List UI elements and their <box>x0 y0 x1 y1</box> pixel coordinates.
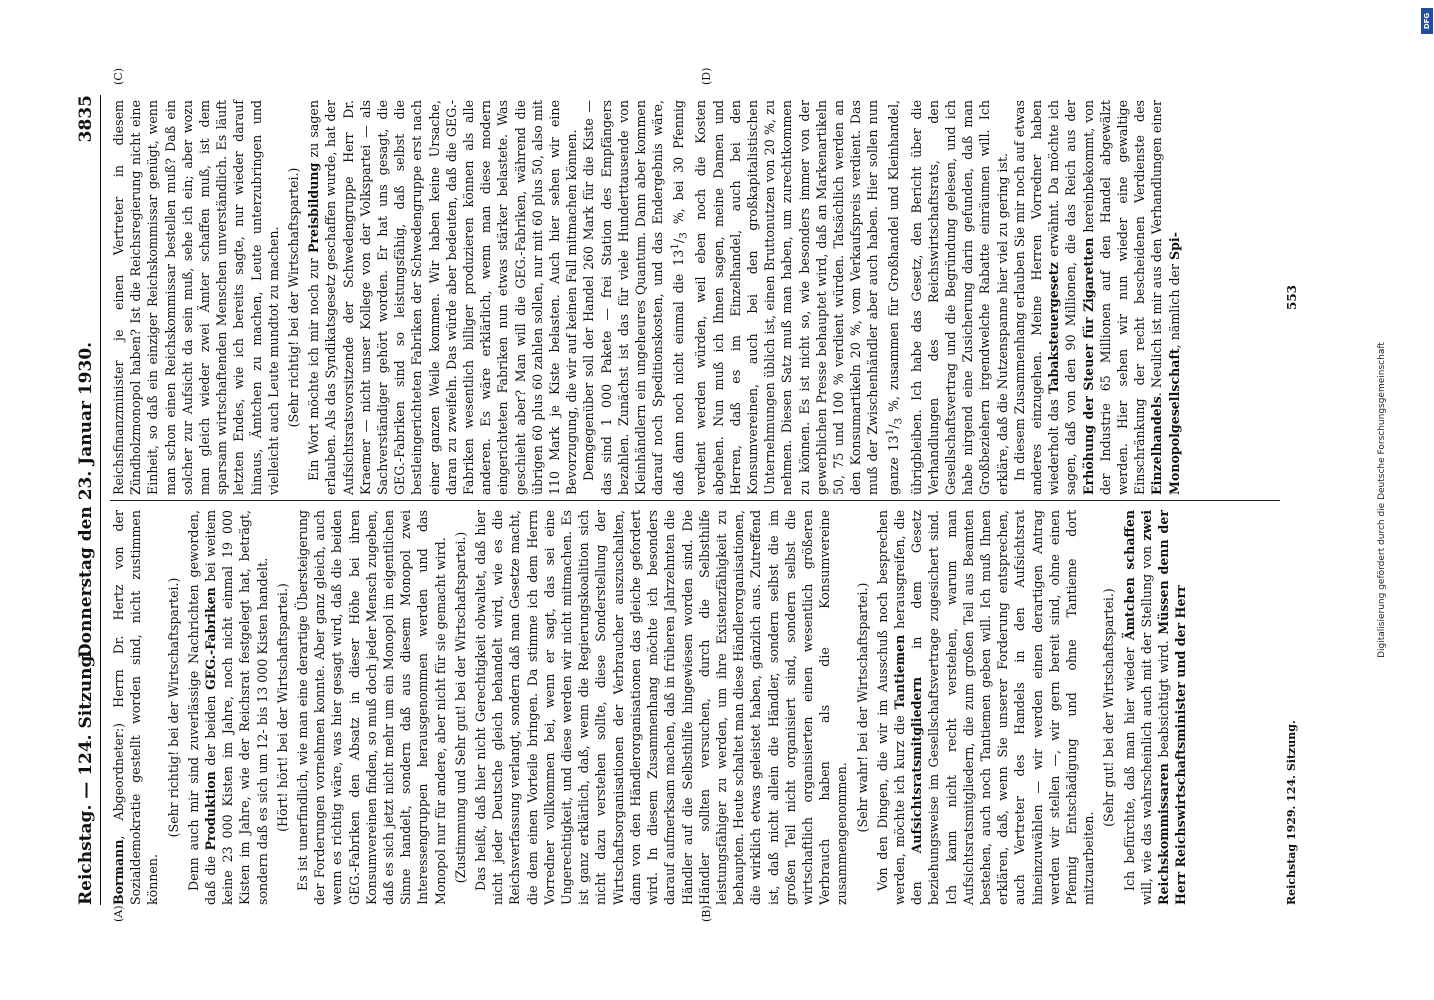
interjection: (Sehr wahr! bei der Wirtschaftspartei.) <box>854 582 870 833</box>
paragraph: Es ist unerfindlich, wie man eine derartige Übersteigerung der Forderungen vornehmen konnte. Aber ganz gleich, auch wenn es richtig wäre, was hier gesagt wird, daß die beiden GEG.-Fabriken den Absatz in dieser Höhe bei ihren Konsumvereinen finden, so muß doch jeder Mensch zugeben, daß es sich jetzt nicht mehr um ein Monopol im eigentlichen Sinne handelt, sondern daß aus diesem Monopol zwei Interessengruppen herausgenommen werden und das Monopol nur für andere, aber nicht für sie gemacht wird. <box>295 510 448 905</box>
digitization-credit <box>1372 15 1392 985</box>
interjection: (Sehr richtig! bei der Wirtschaftspartei.) <box>286 167 302 428</box>
dfg-logo-text: DFG <box>1423 12 1431 30</box>
paragraph: Das heißt, daß hier nicht Gerechtigkeit obwaltet, daß hier nicht jeder Deutsche gleich behandelt wird, wie es die Reichsverfassung verlangt, sondern daß man Gesetze macht, die dem einen Vorteile bringen. Da stimme ich dem Herrn Vorredner vollkommen bei, wenn er sagt, das sei eine Ungerechtigkeit, und diese werden wir nicht mitmachen. Es ist ganz erklärlich, daß, wenn die Regierungskoalition sich nicht dazu verstehen sollte, diese Sonderstellung der Wirtschaftsorganisationen der Verbraucher auszuschalten, dann von den Händlerorganisationen das gleiche gefordert wird. In diesem Zusammenhang möchte ich besonders darauf aufmerksam machen, daß in früheren Jahrzehnten die Händler auf die Selbsthilfe hingewiesen worden sind. Die Händler sollten versuchen, durch die Selbsthilfe leistungsfähiger zu werden, um ihre Existenzfähigkeit zu behaupten. Heute schaltet man diese Händlerorganisationen, die wirklich etwas geleistet haben, gänzlich aus. Zutreffend ist, daß nicht allein die Händler, sondern selbst die im großen Teil nicht organisiert sind, sondern selbst die wirtschaftlich organisierten einen wesentlich größeren Verbrauch haben als die Konsumvereine zusammengenommen. <box>473 510 850 905</box>
interjection: (Sehr gut! bei der Wirtschaftspartei.) <box>1101 588 1117 827</box>
dfg-logo <box>1421 8 1433 34</box>
column-divider <box>110 500 1280 501</box>
footer-reference: Reichstag 1929. 124. Sitzung. <box>1285 720 1298 905</box>
margin-marker-c: (C) <box>112 68 125 85</box>
interjection: (Zustimmung und Sehr gut! bei der Wirtschaftspartei.) <box>452 531 468 884</box>
footer-page-code: 553 <box>1285 284 1299 311</box>
left-text-column <box>110 510 1189 905</box>
margin-marker-a: (A) <box>112 905 125 922</box>
paragraph: Von den Dingen, die wir im Ausschuß noch besprechen werden, möchte ich kurz die Tantiemen herausgreifen, die den Aufsichtsratsmitgliedern in dem Gesetz beziehungsweise im Gesellschaftsvertrage zugesichert sind. Ich kann nicht recht verstehen, warum man Aufsichtsratsmitgliedern, die zum großen Teil aus Beamten bestehen, auch noch Tantiemen geben will. Ich muß Ihnen erklären, daß, wenn Sie unserer Forderung entsprechen, auch Vertreter des Handels in den Aufsichtsrat hineinzuwählen — wir werden einen derartigen Antrag werden wir stellen —, wir gern bereit sind, ohne einen Pfennig Entschädigung und ohne Tantieme dort mitzuarbeiten. <box>874 510 1097 905</box>
digitization-credit-text: Digitalisierung gefördert durch die Deutsche Forschungsgemeinschaft <box>1377 342 1387 658</box>
header-session: Reichstag. — 124. Sitzung. <box>76 649 96 905</box>
interjection: (Sehr richtig! bei der Wirtschaftspartei.) <box>165 577 181 838</box>
margin-marker-b: (B) <box>700 905 713 922</box>
paragraph: Ich befürchte, daß man hier wieder Ämtchen schaffen will, wie das wahrscheinlich auch mit der Stellung von zwei Reichskommissaren beabsichtigt wird. Müssen denn der Herr Reichswirtschaftsminister und der Herr <box>1121 510 1189 905</box>
paragraph: Bormann, Abgeordneter:) Herrn Dr. Hertz von der Sozialdemokratie gestellt worden sind, nicht zustimmen können. <box>111 510 161 905</box>
right-text-column <box>110 100 1183 495</box>
header-date: Donnerstag den 23. Januar 1930. <box>76 341 96 659</box>
header-page-number: 3835 <box>76 95 96 143</box>
interjection: (Hört! hört! bei der Wirtschaftspartei.) <box>274 583 290 832</box>
paragraph: Ein Wort möchte ich mir noch zur Preisbildung zu sagen erlauben. Als das Syndikatsgesetz geschaffen wurde, hat der Aufsichtsratsvorsitzende der Schwedengruppe Herr Dr. Kraemer — nicht unser Kollege von der Volkspartei — als Sachverständiger gehört worden. Er hat uns gesagt, die GEG.-Fabriken sind so leistungsfähig, daß selbst die bestleingerichteten Fabriken der Schwedengruppe erst nach einer ganzen Weile kommen. Wir haben keine Ursache, daran zu zweifeln. Das würde aber bedeuten, daß die GEG.-Fabriken wesentlich billiger produzieren können als alle anderen. Es wäre erklärlich, wenn man diese modern eingerichteten Fabriken nun etwas stärker belastete. Was geschieht aber? Man will die GEG.-Fabriken, während die übrigen 60 plus 60 zahlen sollen, nur mit 60 plus 50, also mit 110 Mark je Kiste belasten. Auch hier sehen wir eine Bevorzugung, die wir auf keinen Fall mitmachen können. <box>306 100 580 495</box>
page-header <box>70 95 101 905</box>
paragraph: In diesem Zusammenhang erlauben Sie mir noch auf etwas anderes einzugehen. Meine Herren Vorredner haben wiederholt das Tabaksteuergesetz erwähnt. Da möchte ich sagen, daß von den 90 Millionen, die das Reich aus der Erhöhung der Steuer für Zigaretten hereinbekommt, von der Industrie 65 Millionen auf den Handel abgewälzt werden. Hier sehen wir nun wieder eine gewaltige Einschränkung der recht bescheidenen Verdienste des Einzelhandels. Neulich ist mir aus den Verhandlungen einer Monopolgesellschaft, nämlich der Spi- <box>1011 99 1182 495</box>
paragraph: Reichsfinanzminister je einen Vertreter in diesem Zündholzmonopol haben? Ist die Reichsregierung nicht eine Einheit, so daß ein einziger Reichskommissar genügt, wenn man schon einen Reichskommissar bestellen muß? Daß ein solcher zur Aufsicht da sein muß, sehe ich ein; aber wozu man gleich wieder zwei Ämter schaffen muß, ist dem sparsam wirtschaftenden Menschen unverständlich. Es läuft letzten Endes, wie ich bereits sagte, nur wieder darauf hinaus, Ämtchen zu machen, Leute unterzubringen und vielleicht auch Leute mundtot zu machen. <box>111 100 281 495</box>
paragraph: Demgegenüber soll der Handel 260 Mark für die Kiste — das sind 1 000 Pakete — frei Station des Empfängers bezahlen. Zunächst ist das für viele Hunderttausende von Kleinhändlern ein ungeheures Quantum. Dann aber kommen darauf noch Speditionskosten, und das Endergebnis wäre, daß dann noch nicht einmal die $13^1/_3$ %, bei 30 Pfennig verdient werden würden, weil eben noch die Kosten abgehen. Nun muß ich Ihnen sagen, meine Damen und Herren, daß es im Einzelhandel, auch bei den Konsumvereinen, auch bei den großkapitalistischen Unternehmungen üblich ist, einen Bruttonutzen von 20 %, zu nehmen. Diesen Satz muß man haben, um zurechtkommen zu können. Es ist nicht so, wie besonders immer von der gewerblichen Presse behauptet wird, daß an Markenartikeln 50, 75 und 100 % verdient würden. Tatsächlich werden an den Konsumartikeln 20 %, vom Verkaufspreis verdient. Das muß der Zwischenhändler aber auch haben. Hier sollen nun ganze $13^1/_3$ %, zusammen für Großhandel und Kleinhandel, übrigbleiben. Ich habe das Gesetz, den Bericht über die Verhandlungen des Reichswirtschaftsrats, den Gesellschaftsvertrag und die Begründung gelesen, und ich habe nirgend eine Zusicherung darin gefunden, daß man Großbeziehern irgendwelche Rabatte einräumen will. Ich erkläre, daß die Nutzenspanne hier viel zu gering ist. <box>581 100 1010 495</box>
margin-marker-d: (D) <box>700 67 713 85</box>
paragraph: Denn auch mir sind zuverlässige Nachrichten geworden, daß die Produktion der beiden GEG.-Fabriken bei weitem keine 23 000 Kisten im Jahre, noch nicht einmal 19 000 Kisten im Jahre, wie der Reichsrat festgelegt hat, beträgt, sondern daß es sich um 12- bis 13 000 Kisten handelt. <box>185 509 270 905</box>
